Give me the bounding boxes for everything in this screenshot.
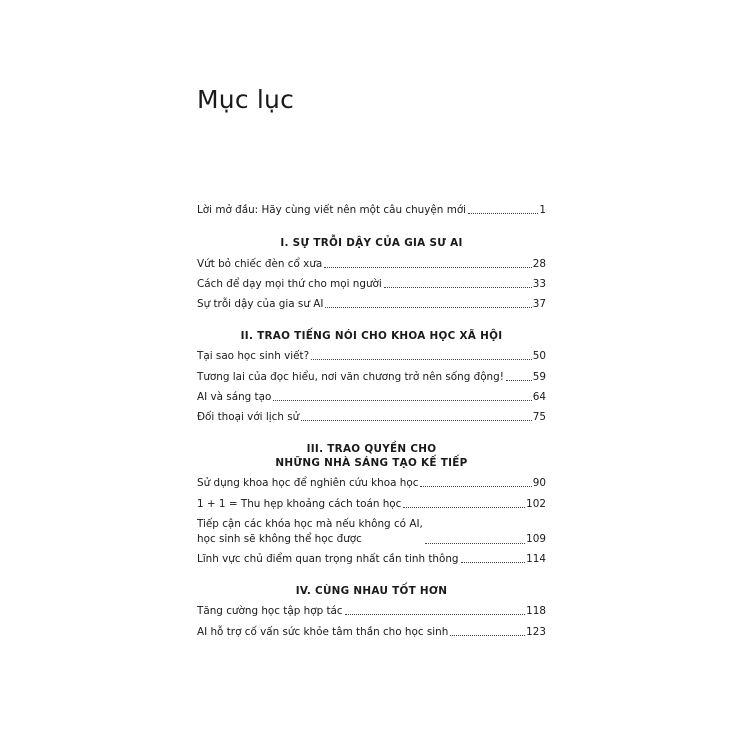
dot-leader <box>425 543 525 544</box>
dot-leader <box>311 359 532 360</box>
section-heading-3-line2: NHỮNG NHÀ SÁNG TẠO KẾ TIẾP <box>275 457 468 469</box>
toc-entry-title: Tăng cường học tập hợp tác <box>197 605 343 617</box>
toc-entry[interactable] <box>197 476 546 490</box>
toc-entry[interactable] <box>197 257 546 271</box>
toc-entry-title-line2: học sinh sẽ không thể học được <box>197 533 362 545</box>
toc-entry-page: 1 <box>539 204 546 216</box>
dot-leader <box>450 635 525 636</box>
toc-entry-page: 114 <box>526 553 546 565</box>
page-title: Mục lục <box>197 85 295 114</box>
toc-entry[interactable] <box>197 390 546 404</box>
toc-entry-title: AI hỗ trợ cố vấn sức khỏe tâm thần cho học sinh <box>197 626 449 638</box>
toc-entry-title-block <box>197 517 423 547</box>
dot-leader <box>461 562 526 563</box>
toc-entry-multiline[interactable] <box>197 517 546 547</box>
dot-leader <box>273 400 531 401</box>
toc-entry[interactable] <box>197 604 546 618</box>
toc-entry-title: Tại sao học sinh viết? <box>197 350 310 362</box>
dot-leader <box>345 614 526 615</box>
toc-entry-page: 123 <box>526 626 546 638</box>
dot-leader <box>324 267 531 268</box>
dot-leader <box>384 287 532 288</box>
section-heading-2: II. TRAO TIẾNG NÓI CHO KHOA HỌC XÃ HỘI <box>240 330 503 342</box>
toc-entry[interactable] <box>197 497 546 511</box>
dot-leader <box>468 213 538 214</box>
toc-entry[interactable] <box>197 370 546 384</box>
toc-entry-page: 64 <box>532 391 546 403</box>
toc-entry-page: 75 <box>532 411 546 423</box>
toc-entry-title: Sử dụng khoa học để nghiên cứu khoa học <box>197 477 419 489</box>
dot-leader <box>506 380 532 381</box>
section-heading-1: I. SỰ TRỖI DẬY CỦA GIA SƯ AI <box>280 237 463 249</box>
section-heading-3-line1: III. TRAO QUYỀN CHO <box>306 443 437 455</box>
toc-entry[interactable] <box>197 297 546 311</box>
toc-entry-title: 1 + 1 = Thu hẹp khoảng cách toán học <box>197 498 402 510</box>
toc-entry-page: 59 <box>532 371 546 383</box>
toc-entry-page: 90 <box>532 477 546 489</box>
toc-entry-page: 109 <box>526 533 546 545</box>
toc-entry-title: Sự trỗi dậy của gia sư AI <box>197 298 324 310</box>
toc-entry-page: 37 <box>532 298 546 310</box>
section-heading-4: IV. CÙNG NHAU TỐT HƠN <box>295 585 448 597</box>
toc-entry-title: Lời mở đầu: Hãy cùng viết nên một câu chuyện mới <box>197 204 467 216</box>
toc-entry-title: Cách để dạy mọi thứ cho mọi người <box>197 278 382 290</box>
dot-leader <box>420 486 531 487</box>
toc-entry[interactable] <box>197 552 546 566</box>
dot-leader <box>403 507 525 508</box>
dot-leader <box>325 307 531 308</box>
toc-entry-title-line1: Tiếp cận các khóa học mà nếu không có AI, <box>197 518 423 530</box>
toc-entry-title: Đối thoại với lịch sử <box>197 411 300 423</box>
toc-entry-page: 28 <box>532 258 546 270</box>
toc-entry[interactable] <box>197 349 546 363</box>
toc-entry-title: AI và sáng tạo <box>197 391 272 403</box>
toc-entry-page: 50 <box>532 350 546 362</box>
toc-entry-page: 102 <box>526 498 546 510</box>
toc-entry-page: 118 <box>526 605 546 617</box>
toc-entry-preface[interactable] <box>197 203 546 217</box>
dot-leader <box>301 420 532 421</box>
toc-entry[interactable] <box>197 625 546 639</box>
toc-entry-title: Vứt bỏ chiếc đèn cổ xưa <box>197 258 323 270</box>
toc-entry-title: Tương lai của đọc hiểu, nơi văn chương trở nên sống động! <box>197 371 504 383</box>
toc-entry[interactable] <box>197 410 546 424</box>
toc-entry[interactable] <box>197 277 546 291</box>
toc-entry-page: 33 <box>532 278 546 290</box>
toc-entry-title: Lĩnh vực chủ điểm quan trọng nhất cần tinh thông <box>197 553 459 565</box>
